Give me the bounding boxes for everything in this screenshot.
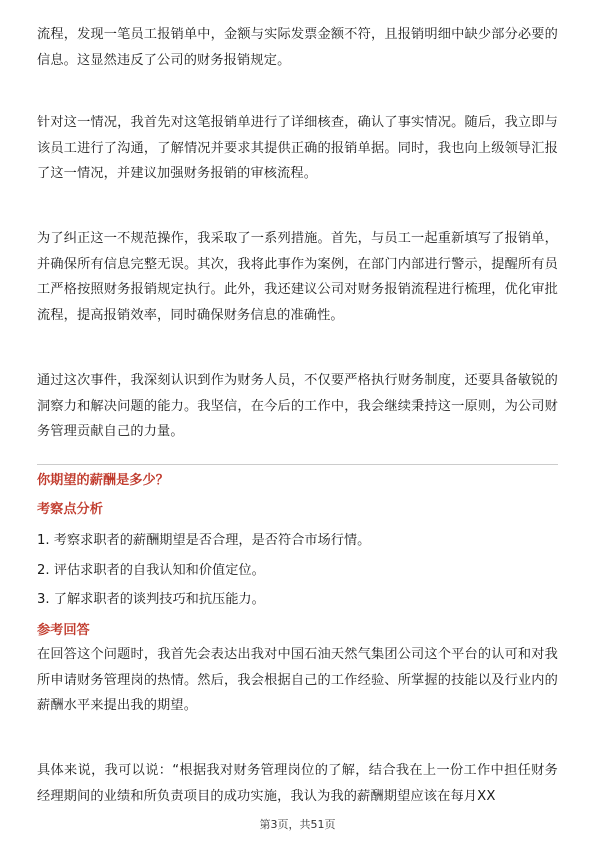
- analysis-heading: 考察点分析: [37, 502, 103, 517]
- section-divider: [37, 464, 558, 465]
- paragraph-answer-intro: 在回答这个问题时，我首先会表达出我对中国石油天然气集团公司这个平台的认可和对我所申请财务管理岗的热情。然后，我会根据自己的工作经验、所掌握的技能以及行业内的薪酬水平来提出我的期望。: [37, 647, 558, 713]
- paragraph-verification: 针对这一情况，我首先对这笔报销单进行了详细核查，确认了事实情况。随后，我立即与该员工进行了沟通，了解情况并要求其提供正确的报销单据。同时，我也向上级领导汇报了这一情况，并建议加强财务报销的审核流程。: [37, 115, 558, 181]
- question-heading: 你期望的薪酬是多少？: [37, 473, 169, 488]
- list-item: 1. 考察求职者的薪酬期望是否合理，是否符合市场行情。: [37, 533, 371, 548]
- paragraph-measures: 为了纠正这一不规范操作，我采取了一系列措施。首先，与员工一起重新填写了报销单，并确保所有信息完整无误。其次，我将此事作为案例，在部门内部进行警示，提醒所有员工严格按照财务报销规定执行。此外，我还建议公司对财务报销流程进行梳理，优化审批流程，提高报销效率，同时确保财务信息的准确性。: [37, 231, 558, 323]
- answer-heading: 参考回答: [37, 623, 90, 638]
- paragraph-answer-detail: 具体来说，我可以说：“根据我对财务管理岗位的了解，结合我在上一份工作中担任财务经理期间的业绩和所负责项目的成功实施，我认为我的薪酬期望应该在每月XX: [37, 763, 558, 804]
- list-item: 3. 了解求职者的谈判技巧和抗压能力。: [37, 592, 265, 607]
- page-footer: 第3页，共51页: [259, 818, 336, 831]
- paragraph-reflection: 通过这次事件，我深刻认识到作为财务人员，不仅要严格执行财务制度，还要具备敏锐的洞察力和解决问题的能力。我坚信，在今后的工作中，我会继续秉持这一原则，为公司财务管理贡献自己的力量。: [37, 373, 558, 439]
- list-item: 2. 评估求职者的自我认知和价值定位。: [37, 562, 265, 578]
- paragraph-process-issue: 流程，发现一笔员工报销单中，金额与实际发票金额不符，且报销明细中缺少部分必要的信息。这显然违反了公司的财务报销规定。: [37, 27, 558, 68]
- analysis-list: [37, 526, 558, 615]
